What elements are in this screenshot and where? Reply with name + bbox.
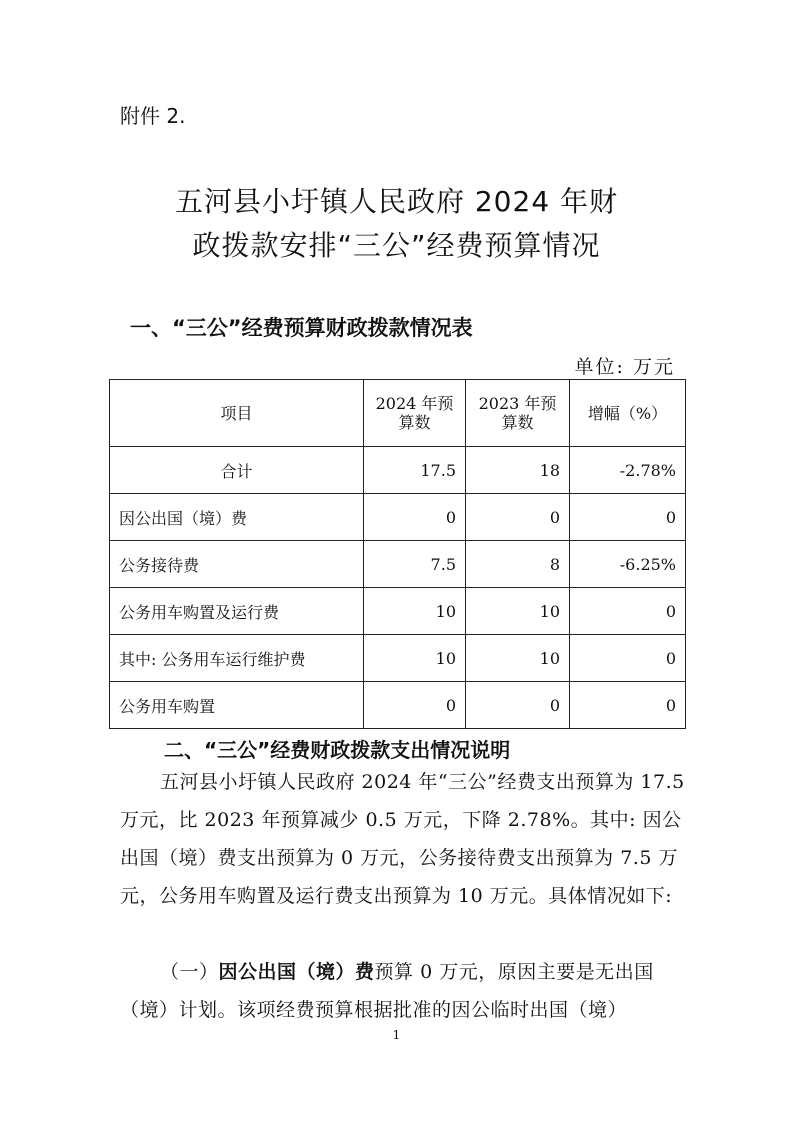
table-row-total (110, 447, 686, 494)
document-title-line-2: 政拨款安排“三公”经费预算情况 (192, 229, 601, 262)
page-number: 1 (392, 1028, 401, 1042)
cell-change: 0 (570, 682, 686, 729)
cell-2023: 10 (466, 635, 570, 682)
cell-2023: 18 (466, 447, 570, 494)
cell-item: 公务用车购置 (110, 682, 364, 729)
table-row-vehicles (110, 588, 686, 635)
cell-2024: 0 (364, 494, 466, 541)
header-item: 项目 (110, 380, 364, 447)
cell-2024: 0 (364, 682, 466, 729)
cell-2023: 8 (466, 541, 570, 588)
cell-2024: 10 (364, 588, 466, 635)
table-header-row (110, 380, 686, 447)
section-2-heading: 二、“三公”经费财政拨款支出情况说明 (164, 738, 511, 762)
cell-item: 因公出国（境）费 (110, 494, 364, 541)
cell-2024: 17.5 (364, 447, 466, 494)
cell-change: 0 (570, 588, 686, 635)
cell-item: 公务接待费 (110, 541, 364, 588)
table-row-vehicle-purchase (110, 682, 686, 729)
cell-change: -6.25% (570, 541, 686, 588)
section-1-heading: 一、“三公”经费预算财政拨款情况表 (130, 316, 473, 340)
cell-2024: 7.5 (364, 541, 466, 588)
cell-item: 合计 (110, 447, 364, 494)
cell-2023: 0 (466, 682, 570, 729)
cell-change: 0 (570, 635, 686, 682)
document-title-line-1: 五河县小圩镇人民政府 2024 年财 (174, 185, 619, 218)
item-number: （一） (160, 961, 219, 983)
cell-change: -2.78% (570, 447, 686, 494)
expense-summary-paragraph: 五河县小圩镇人民政府 2024 年“三公”经费支出预算为 17.5 万元，比 2023 年预算减少 0.5 万元，下降 2.78%。其中: 因公出国（境）费支出预算为 0 万元，公务接待费支出预算为 7.5 万元，公务用车购置及运行费支出预算为 10 万元。具体情况如下: (120, 771, 685, 907)
cell-item: 其中: 公务用车运行维护费 (110, 635, 364, 682)
cell-2024: 10 (364, 635, 466, 682)
three-public-expenses-table (109, 379, 686, 729)
attachment-label: 附件 2. (120, 104, 186, 128)
unit-label: 单位: 万元 (574, 356, 675, 378)
cell-item: 公务用车购置及运行费 (110, 588, 364, 635)
cell-change: 0 (570, 494, 686, 541)
cell-2023: 0 (466, 494, 570, 541)
table-row-overseas (110, 494, 686, 541)
bold-term: 因公出国（境）费 (218, 961, 375, 983)
header-2023-budget: 2023 年预算数 (466, 380, 570, 447)
paragraph-text: 预算 0 万元，原因主要是无出国（境）计划。该项经费预算根据批准的因公临时出国（境） (120, 961, 654, 1021)
table-row-vehicle-maintenance (110, 635, 686, 682)
table-row-reception (110, 541, 686, 588)
header-2024-budget: 2024 年预算数 (364, 380, 466, 447)
cell-2023: 10 (466, 588, 570, 635)
overseas-expense-paragraph (120, 953, 686, 1029)
header-change-pct: 增幅（%） (570, 380, 686, 447)
